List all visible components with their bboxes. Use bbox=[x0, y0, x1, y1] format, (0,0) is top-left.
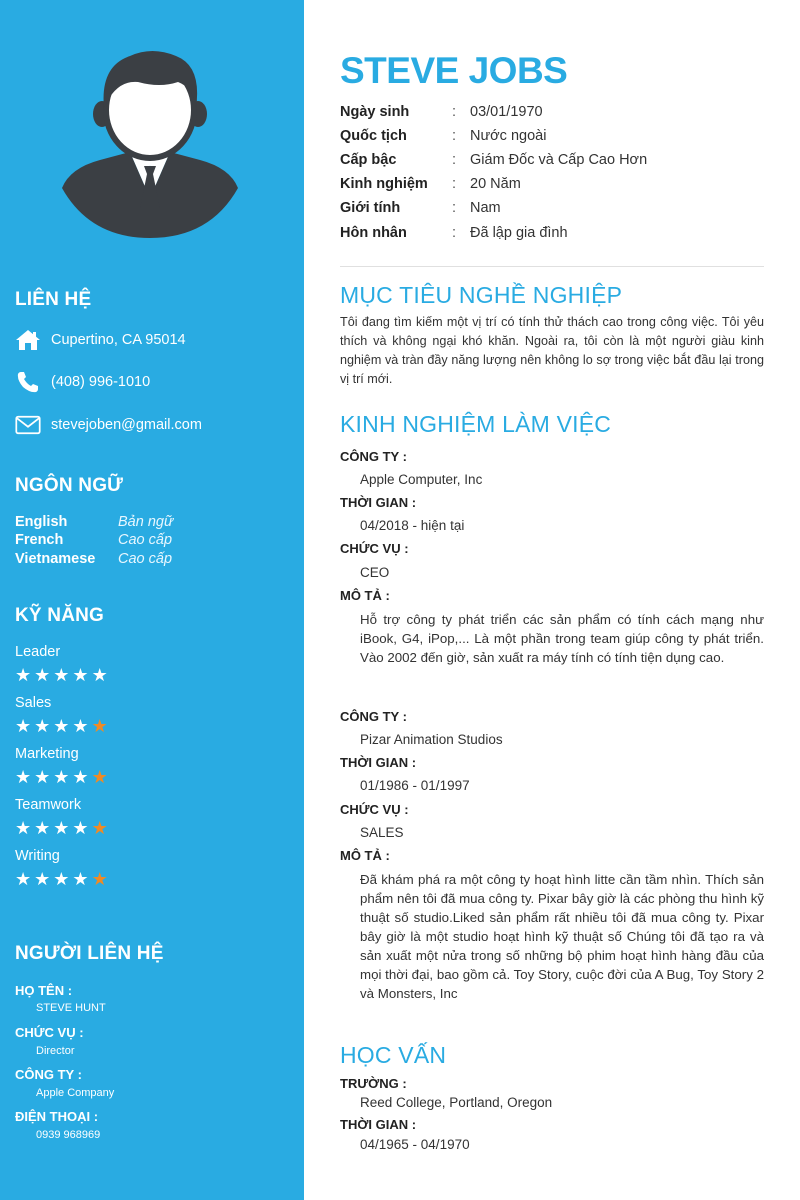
star-icon: ★ bbox=[15, 818, 32, 838]
avatar-icon bbox=[60, 48, 240, 240]
language-name: Vietnamese bbox=[15, 551, 96, 567]
objective-heading: MỤC TIÊU NGHỀ NGHIỆP bbox=[340, 282, 623, 308]
objective-text: Tôi đang tìm kiếm một vị trí có tính thử thách cao trong công việc. Tôi yêu thích và không ngại khó khăn. Ngoài ra, tôi còn là một người giàu kinh nghiệm và tràn đầy năng lượng nên không lo sợ trong việc bắt đầu lại trong vị trí mới. bbox=[340, 315, 764, 386]
info-separator: : bbox=[452, 128, 457, 144]
reference-value: Director bbox=[36, 1045, 75, 1057]
info-value: Nam bbox=[470, 200, 501, 216]
info-separator: : bbox=[452, 104, 457, 120]
contact-phone bbox=[15, 369, 150, 395]
info-label: Cấp bậc bbox=[340, 152, 397, 168]
skill-name: Leader bbox=[15, 644, 61, 660]
star-icon: ★ bbox=[15, 665, 32, 685]
info-label: Quốc tịch bbox=[340, 128, 407, 144]
address-text: Cupertino, CA 95014 bbox=[51, 332, 186, 348]
language-name: English bbox=[15, 514, 68, 530]
home-icon bbox=[15, 327, 41, 353]
star-icon: ★ bbox=[53, 716, 70, 736]
info-separator: : bbox=[452, 152, 457, 168]
info-label: Ngày sinh bbox=[340, 104, 410, 120]
star-icon: ★ bbox=[72, 716, 89, 736]
reference-label: ĐIỆN THOẠI : bbox=[15, 1109, 99, 1124]
info-label: Giới tính bbox=[340, 200, 401, 216]
skill-rating bbox=[15, 870, 108, 888]
star-icon: ★ bbox=[34, 869, 51, 889]
email-text[interactable]: stevejoben@gmail.com bbox=[51, 417, 202, 433]
star-icon: ★ bbox=[53, 767, 70, 787]
company-label: CÔNG TY : bbox=[340, 709, 407, 724]
info-label: Kinh nghiệm bbox=[340, 176, 428, 192]
school-label: TRƯỜNG : bbox=[340, 1076, 407, 1091]
language-level: Cao cấp bbox=[118, 551, 173, 567]
education-heading: HỌC VẤN bbox=[340, 1042, 447, 1068]
star-icon: ★ bbox=[53, 869, 70, 889]
info-separator: : bbox=[452, 176, 457, 192]
star-icon: ★ bbox=[72, 767, 89, 787]
skill-rating bbox=[15, 819, 108, 837]
skill-name: Teamwork bbox=[15, 797, 82, 813]
skill-rating bbox=[15, 717, 108, 735]
description-value: Đã khám phá ra một công ty hoạt hình litte cần tầm nhìn. Thích sản phẩm nên tôi đã mua công ty. Pixar bây giờ là các phòng thu hình kỹ thuật số studio.Liked sản phẩm rất nhiều tôi đã mua công ty. Pixar bây giờ là một studio hoạt hình kỹ thuật số Chúng tôi đã tạo ra và sản xuất một nửa trong số những bộ phim hoạt hình hàng đầu của mọi thời đại, bao gồm cả. Toy Story, cuộc đời của A Bug, Toy Story 2 và Monsters, Inc bbox=[360, 872, 764, 1001]
description-value: Hỗ trợ công ty phát triển các sản phẩm có tính cách mạng như iBook, G4, iPop,... Là một phần trong team giúp công ty phát triển. Vào 2002 đến giờ, sản xuất ra máy tính có tính tiện dụng cao. bbox=[360, 612, 764, 665]
info-value: 03/01/1970 bbox=[470, 104, 543, 120]
main-content bbox=[304, 0, 800, 1200]
section-divider bbox=[340, 266, 764, 267]
star-icon: ★ bbox=[15, 716, 32, 736]
info-value: Đã lập gia đình bbox=[470, 225, 568, 241]
company-value: Apple Computer, Inc bbox=[360, 472, 483, 487]
experience-heading: KINH NGHIỆM LÀM VIỆC bbox=[340, 411, 612, 437]
company-value: Pizar Animation Studios bbox=[360, 732, 503, 747]
position-value: SALES bbox=[360, 825, 404, 840]
info-label: Hôn nhân bbox=[340, 225, 407, 241]
language-level: Bản ngữ bbox=[118, 514, 174, 530]
time-label: THỜI GIAN : bbox=[340, 495, 417, 510]
info-value: 20 Năm bbox=[470, 176, 521, 192]
time-label: THỜI GIAN : bbox=[340, 755, 417, 770]
reference-value: STEVE HUNT bbox=[36, 1002, 106, 1014]
reference-label: CHỨC VỤ : bbox=[15, 1025, 84, 1040]
person-name: STEVE JOBS bbox=[340, 50, 568, 91]
skills-heading: KỸ NĂNG bbox=[15, 605, 105, 626]
position-label: CHỨC VỤ : bbox=[340, 802, 409, 817]
skill-rating bbox=[15, 768, 108, 786]
info-value: Giám Đốc và Cấp Cao Hơn bbox=[470, 152, 648, 168]
position-label: CHỨC VỤ : bbox=[340, 541, 409, 556]
time-value: 01/1986 - 01/1997 bbox=[360, 778, 470, 793]
time-label: THỜI GIAN : bbox=[340, 1117, 417, 1132]
star-icon: ★ bbox=[15, 767, 32, 787]
star-icon: ★ bbox=[53, 818, 70, 838]
star-icon: ★ bbox=[91, 818, 108, 838]
description-label: MÔ TẢ : bbox=[340, 588, 390, 603]
reference-value: 0939 968969 bbox=[36, 1129, 101, 1141]
language-name: French bbox=[15, 532, 64, 548]
contact-heading: LIÊN HỆ bbox=[15, 289, 92, 310]
school-value: Reed College, Portland, Oregon bbox=[360, 1095, 553, 1110]
time-value: 04/1965 - 04/1970 bbox=[360, 1137, 470, 1152]
description-label: MÔ TẢ : bbox=[340, 848, 390, 863]
phone-icon bbox=[15, 369, 41, 395]
star-icon: ★ bbox=[34, 767, 51, 787]
skill-name: Marketing bbox=[15, 746, 79, 762]
info-value: Nước ngoài bbox=[470, 128, 547, 144]
star-icon: ★ bbox=[72, 818, 89, 838]
info-separator: : bbox=[452, 225, 457, 241]
phone-text[interactable]: (408) 996-1010 bbox=[51, 374, 151, 390]
skill-rating bbox=[15, 666, 108, 684]
skill-name: Sales bbox=[15, 695, 52, 711]
languages-heading: NGÔN NGỮ bbox=[15, 475, 124, 496]
star-icon: ★ bbox=[34, 716, 51, 736]
reference-heading: NGƯỜI LIÊN HỆ bbox=[15, 943, 164, 964]
star-icon: ★ bbox=[53, 665, 70, 685]
reference-label: CÔNG TY : bbox=[15, 1067, 82, 1082]
star-icon: ★ bbox=[91, 665, 108, 685]
position-value: CEO bbox=[360, 565, 390, 580]
contact-email bbox=[15, 412, 202, 438]
star-icon: ★ bbox=[91, 869, 108, 889]
company-label: CÔNG TY : bbox=[340, 449, 407, 464]
star-icon: ★ bbox=[91, 716, 108, 736]
skill-name: Writing bbox=[15, 848, 60, 864]
star-icon: ★ bbox=[34, 818, 51, 838]
reference-label: HỌ TÊN : bbox=[15, 983, 73, 998]
sidebar bbox=[0, 0, 304, 1200]
language-level: Cao cấp bbox=[118, 532, 173, 548]
star-icon: ★ bbox=[72, 665, 89, 685]
star-icon: ★ bbox=[15, 869, 32, 889]
info-separator: : bbox=[452, 200, 457, 216]
email-icon bbox=[15, 412, 41, 438]
star-icon: ★ bbox=[72, 869, 89, 889]
reference-value: Apple Company bbox=[36, 1087, 115, 1099]
contact-address bbox=[15, 327, 186, 353]
time-value: 04/2018 - hiện tại bbox=[360, 518, 465, 533]
star-icon: ★ bbox=[34, 665, 51, 685]
star-icon: ★ bbox=[91, 767, 108, 787]
